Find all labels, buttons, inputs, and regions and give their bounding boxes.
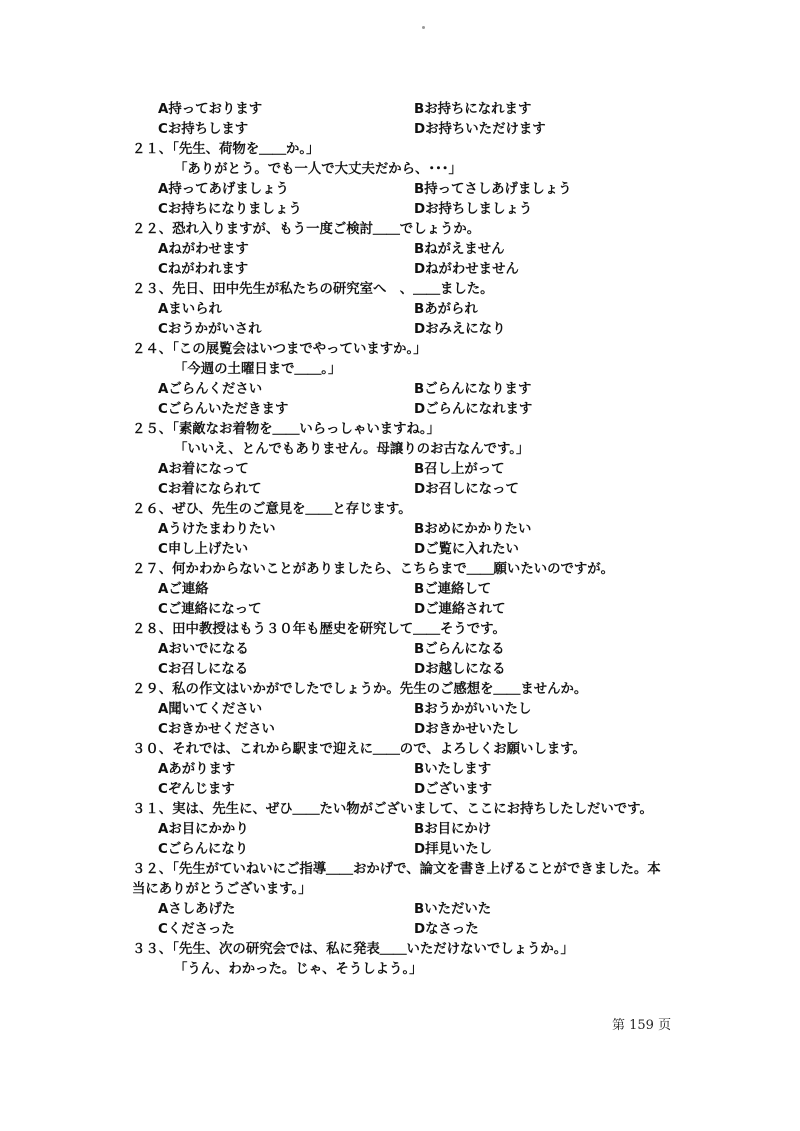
option-left: Cごらんになり	[158, 842, 249, 857]
option-row	[128, 260, 688, 280]
option-row	[128, 120, 688, 140]
option-row	[128, 600, 688, 620]
scan-speck	[422, 26, 425, 29]
option-left: Cお召しになる	[158, 662, 249, 677]
option-right: Dねがわせません	[414, 262, 519, 277]
option-left: Aさしあげた	[158, 902, 236, 917]
option-left: C申し上げたい	[158, 542, 249, 557]
option-row	[128, 400, 688, 420]
option-right: D拝見いたし	[414, 842, 493, 857]
option-right: Dございます	[414, 782, 493, 797]
option-left: Cお持ちします	[158, 122, 249, 137]
option-row	[128, 840, 688, 860]
option-row	[128, 480, 688, 500]
option-row	[128, 240, 688, 260]
question-stem: ２７、何かわからないことがありましたら、こちらまで＿＿願いたいのですが。	[132, 562, 615, 577]
option-right: Dお召しになって	[414, 482, 519, 497]
option-left: Aご連絡	[158, 582, 209, 597]
option-left: Aうけたまわりたい	[158, 522, 276, 537]
option-right: Bねがえません	[414, 242, 505, 257]
option-right: Bご連絡して	[414, 582, 492, 597]
option-right: Dおみえになり	[414, 322, 506, 337]
option-right: Bおうかがいいたし	[414, 702, 532, 717]
option-right: Bお持ちになれます	[414, 102, 532, 117]
option-right: Dお越しになる	[414, 662, 506, 677]
option-left: Cくださった	[158, 922, 235, 937]
option-row	[128, 540, 688, 560]
option-left: Aまいられ	[158, 302, 222, 317]
option-row	[128, 920, 688, 940]
option-left: Aお着になって	[158, 462, 249, 477]
option-row	[128, 900, 688, 920]
option-left: Cお持ちになりましょう	[158, 202, 302, 217]
option-left: Cおきかせください	[158, 722, 275, 737]
question-stem: ２３、先日、田中先生が私たちの研究室へ 、＿＿ました。	[132, 282, 494, 297]
option-row	[128, 460, 688, 480]
option-right: Dご覧に入れたい	[414, 542, 519, 557]
option-row	[128, 720, 688, 740]
option-left: Aおいでになる	[158, 642, 249, 657]
option-row	[128, 180, 688, 200]
dialogue-reply: 「いいえ、とんでもありません。母譲りのお古なんです。」	[174, 442, 530, 457]
question-stem: ２６、ぜひ、先生のご意見を＿＿と存じます。	[132, 502, 412, 517]
option-left: Aあがります	[158, 762, 236, 777]
dialogue-reply: 「ありがとう。でも一人で大丈夫だから、･･･」	[174, 162, 462, 177]
option-left: A持っております	[158, 102, 263, 117]
question-stem: ２９、私の作文はいかがでしたでしょうか。先生のご感想を＿＿ませんか。	[132, 682, 588, 697]
question-continuation: 当にありがとうございます。」	[132, 882, 312, 897]
option-row	[128, 100, 688, 120]
option-row	[128, 300, 688, 320]
option-left: Cおうかがいされ	[158, 322, 262, 337]
option-right: Bごらんになります	[414, 382, 532, 397]
option-row	[128, 380, 688, 400]
option-right: Dおきかせいたし	[414, 722, 519, 737]
dialogue-reply: 「うん、わかった。じゃ、そうしよう。」	[174, 962, 423, 977]
option-right: Dご連絡されて	[414, 602, 506, 617]
question-stem: ２２、恐れ入りますが、もう一度ご検討＿＿でしょうか。	[132, 222, 481, 237]
question-stem: ３２、「先生がていねいにご指導＿＿おかげで、論文を書き上げることができました。本	[132, 862, 661, 877]
option-right: Bお目にかけ	[414, 822, 492, 837]
option-right: Dお持ちいただけます	[414, 122, 546, 137]
option-right: Dなさった	[414, 922, 479, 937]
option-left: Aねがわせます	[158, 242, 249, 257]
option-row	[128, 780, 688, 800]
option-right: Bごらんになる	[414, 642, 505, 657]
option-right: Bおめにかかりたい	[414, 522, 532, 537]
option-right: Dお持ちしましょう	[414, 202, 533, 217]
option-row	[128, 200, 688, 220]
option-left: Cお着になられて	[158, 482, 262, 497]
option-row	[128, 520, 688, 540]
option-left: Cねがわれます	[158, 262, 249, 277]
option-right: Bあがられ	[414, 302, 478, 317]
option-left: Cごらんいただきます	[158, 402, 289, 417]
question-stem: ３３、「先生、次の研究会では、私に発表＿＿いただけないでしょうか。」	[132, 942, 574, 957]
option-left: Cぞんじます	[158, 782, 235, 797]
page-number: 第 159 页	[612, 1018, 672, 1033]
question-stem: ２８、田中教授はもう３０年も歴史を研究して＿＿そうです。	[132, 622, 506, 637]
option-right: B持ってさしあげましょう	[414, 182, 572, 197]
dialogue-reply: 「今週の土曜日まで＿＿。」	[174, 362, 342, 377]
option-row	[128, 760, 688, 780]
question-stem: ２１、「先生、荷物を＿＿か。」	[132, 142, 320, 157]
option-right: Bいたします	[414, 762, 492, 777]
option-row	[128, 320, 688, 340]
option-left: Aごらんください	[158, 382, 263, 397]
option-left: A聞いてください	[158, 702, 263, 717]
option-right: Bいただいた	[414, 902, 492, 917]
question-stem: ３０、それでは、これから駅まで迎えに＿＿ので、よろしくお願いします。	[132, 742, 586, 757]
option-right: Dごらんになれます	[414, 402, 533, 417]
option-row	[128, 820, 688, 840]
option-row	[128, 700, 688, 720]
option-left: A持ってあげましょう	[158, 182, 289, 197]
question-stem: ２４、「この展覧会はいつまでやっていますか。」	[132, 342, 427, 357]
option-left: Cご連絡になって	[158, 602, 262, 617]
option-row	[128, 640, 688, 660]
question-list	[128, 100, 688, 980]
option-left: Aお目にかかり	[158, 822, 249, 837]
option-row	[128, 660, 688, 680]
option-row	[128, 580, 688, 600]
question-stem: ２５、「素敵なお着物を＿＿いらっしゃいますね。」	[132, 422, 440, 437]
question-stem: ３１、実は、先生に、ぜひ＿＿たい物がございまして、ここにお持ちしたしだいです。	[132, 802, 653, 817]
option-right: B召し上がって	[414, 462, 505, 477]
